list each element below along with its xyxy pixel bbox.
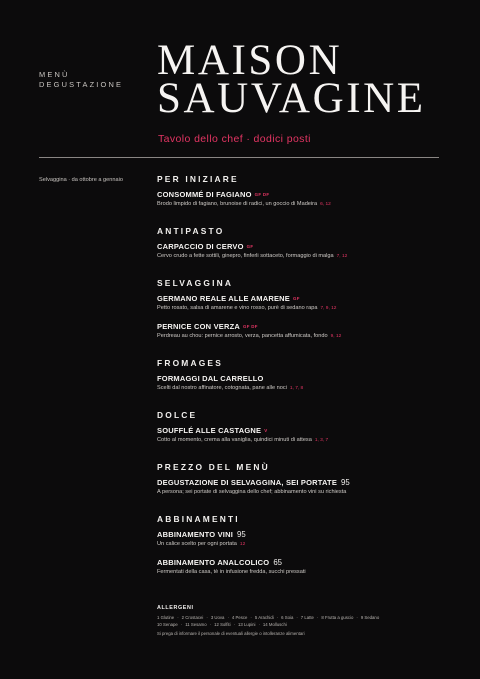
section-title: FROMAGES (157, 358, 223, 368)
menu-section (157, 410, 447, 445)
item-description: A persona; sei portate di selvaggina dello chef; abbinamento vini su richiesta (157, 489, 347, 495)
item-name-line (157, 294, 447, 304)
menu-item (157, 242, 447, 261)
menu-item (157, 426, 447, 445)
kicker-line-2: DEGUSTAZIONE (39, 80, 124, 89)
section-title: SELVAGGINA (157, 278, 234, 288)
item-price: 95 (236, 530, 246, 539)
item-name: GERMANO REALE ALLE AMARENE (157, 294, 290, 303)
allergens-title: ALLERGENI (157, 605, 194, 611)
diet-badge: GF DF (254, 192, 270, 197)
item-description-line (157, 384, 447, 393)
separator: · (356, 615, 358, 620)
separator: · (209, 621, 212, 627)
allergen-entry: 1 Glutine (157, 615, 175, 620)
allergen-entry: 3 Uova (210, 615, 225, 620)
allergen-entry: 5 Arachidi (254, 615, 274, 620)
separator: · (180, 621, 183, 627)
diet-badge: GF (292, 296, 300, 301)
allergens-list (157, 615, 447, 628)
kicker-line-1: MENÙ (39, 70, 70, 79)
allergen-codes: 1, 3, 7 (314, 438, 329, 443)
title-line-2: SAUVAGINE (157, 75, 426, 122)
menu-item (157, 530, 447, 549)
separator: · (296, 615, 298, 620)
item-name-line (157, 478, 447, 488)
restaurant-title (157, 37, 426, 122)
item-name-line (157, 322, 447, 332)
item-description: Scelti dal nostro affinatore, cotognata, pane alle noci (157, 385, 287, 391)
item-description: Petto rosato, salsa di amarene e vino rosso, purè di sedano rapa (157, 305, 318, 311)
item-description: Cotto al momento, crema alla vaniglia, quindici minuti di attesa (157, 437, 312, 443)
item-name-line (157, 558, 447, 568)
menu-sections (157, 174, 447, 594)
menu-item (157, 478, 447, 497)
menu-section (157, 278, 447, 341)
separator: · (276, 615, 279, 620)
allergen-entry: 9 Sedano (360, 615, 380, 620)
separator: · (258, 621, 260, 627)
menu-section (157, 174, 447, 209)
item-name: DEGUSTAZIONE DI SELVAGGINA, SEI PORTATE (157, 478, 338, 487)
separator: · (316, 615, 319, 620)
allergen-entry: 2 Crostacei (181, 615, 204, 620)
item-name-line (157, 530, 447, 540)
item-description: Un calice scelto per ogni portata (157, 541, 237, 547)
item-description: Brodo limpido di fagiano, brunoise di radici, un goccio di Madeira (157, 201, 318, 207)
menu-item (157, 294, 447, 313)
section-title: ANTIPASTO (157, 226, 225, 236)
allergen-entry: 14 Molluschi (262, 621, 287, 627)
diet-badge: GF (246, 244, 254, 249)
section-title: ABBINAMENTI (157, 514, 240, 524)
item-description: Perdreau au chou: pernice arrosto, verza, pancetta affumicata, fondo (157, 333, 328, 339)
item-name-line (157, 242, 447, 252)
separator: · (227, 615, 229, 620)
season-note: Selvaggina · da ottobre a gennaio (39, 177, 123, 183)
item-name: ABBINAMENTO VINI (157, 530, 233, 539)
allergen-entry: 4 Pesce (231, 615, 248, 620)
allergen-codes: 9, 12 (330, 334, 342, 339)
separator: · (250, 615, 252, 620)
item-description-line (157, 200, 447, 209)
item-description-line (157, 488, 447, 497)
allergen-codes: 7, 12 (336, 254, 348, 259)
item-name: ABBINAMENTO ANALCOLICO (157, 558, 270, 567)
item-name-line (157, 374, 447, 384)
allergen-entry: 7 Latte (300, 615, 314, 620)
allergen-codes: 1, 7, 8 (289, 386, 304, 391)
diet-badge: GF DF (243, 324, 258, 329)
menu-section (157, 226, 447, 261)
item-description: Cervo crudo a fette sottili, ginepro, finferli sottaceto, formaggio di malga (157, 253, 334, 259)
item-description-line (157, 436, 447, 445)
diet-badge: V (264, 428, 268, 433)
item-description-line (157, 540, 447, 549)
item-price: 95 (341, 478, 350, 487)
allergen-entry: 8 Frutta a guscio (321, 615, 354, 620)
menu-item (157, 190, 447, 209)
separator: · (206, 615, 208, 620)
subtitle: Tavolo dello chef · dodici posti (158, 133, 311, 145)
allergen-entry: 13 Lupini (238, 621, 256, 627)
item-description-line (157, 252, 447, 261)
item-description-line (157, 332, 447, 341)
divider (39, 157, 439, 158)
item-name: CONSOMMÉ DI FAGIANO (157, 190, 252, 199)
section-title: PREZZO DEL MENÙ (157, 462, 270, 472)
allergen-entry: 6 Soia (281, 615, 294, 620)
separator: · (233, 621, 236, 627)
allergen-entry: 12 Solfiti (214, 621, 231, 627)
allergen-codes: 6, 12 (320, 202, 331, 207)
menu-section (157, 462, 447, 497)
separator: · (177, 615, 179, 620)
menu-section (157, 358, 447, 393)
section-title: PER INIZIARE (157, 174, 239, 184)
allergens-block (157, 604, 447, 637)
allergens-note: Si prega di informare il personale di eventuali allergie o intolleranze alimentari (157, 631, 305, 636)
item-price: 65 (273, 558, 282, 567)
allergen-codes: 7, 9, 12 (320, 306, 337, 311)
item-name: SOUFFLÉ ALLE CASTAGNE (157, 426, 262, 435)
allergen-codes: 12 (239, 542, 246, 547)
section-title: DOLCE (157, 410, 198, 420)
menu-section (157, 514, 447, 577)
item-description: Fermentati della casa, tè in infusione fredda, succhi pressati (157, 569, 306, 575)
menu-item (157, 558, 447, 577)
item-name: PERNICE CON VERZA (157, 322, 240, 331)
item-description-line (157, 568, 447, 577)
item-name-line (157, 426, 447, 436)
title-line-1: MAISON (157, 37, 343, 84)
item-name-line (157, 190, 447, 200)
item-name: CARPACCIO DI CERVO (157, 242, 244, 251)
item-name: FORMAGGI DAL CARRELLO (157, 374, 264, 383)
menu-item (157, 374, 447, 393)
allergen-entry: 11 Sesamo (185, 621, 207, 627)
menu-item (157, 322, 447, 341)
item-description-line (157, 304, 447, 313)
menu-kicker (39, 70, 123, 90)
allergen-entry: 10 Senape (157, 621, 178, 627)
